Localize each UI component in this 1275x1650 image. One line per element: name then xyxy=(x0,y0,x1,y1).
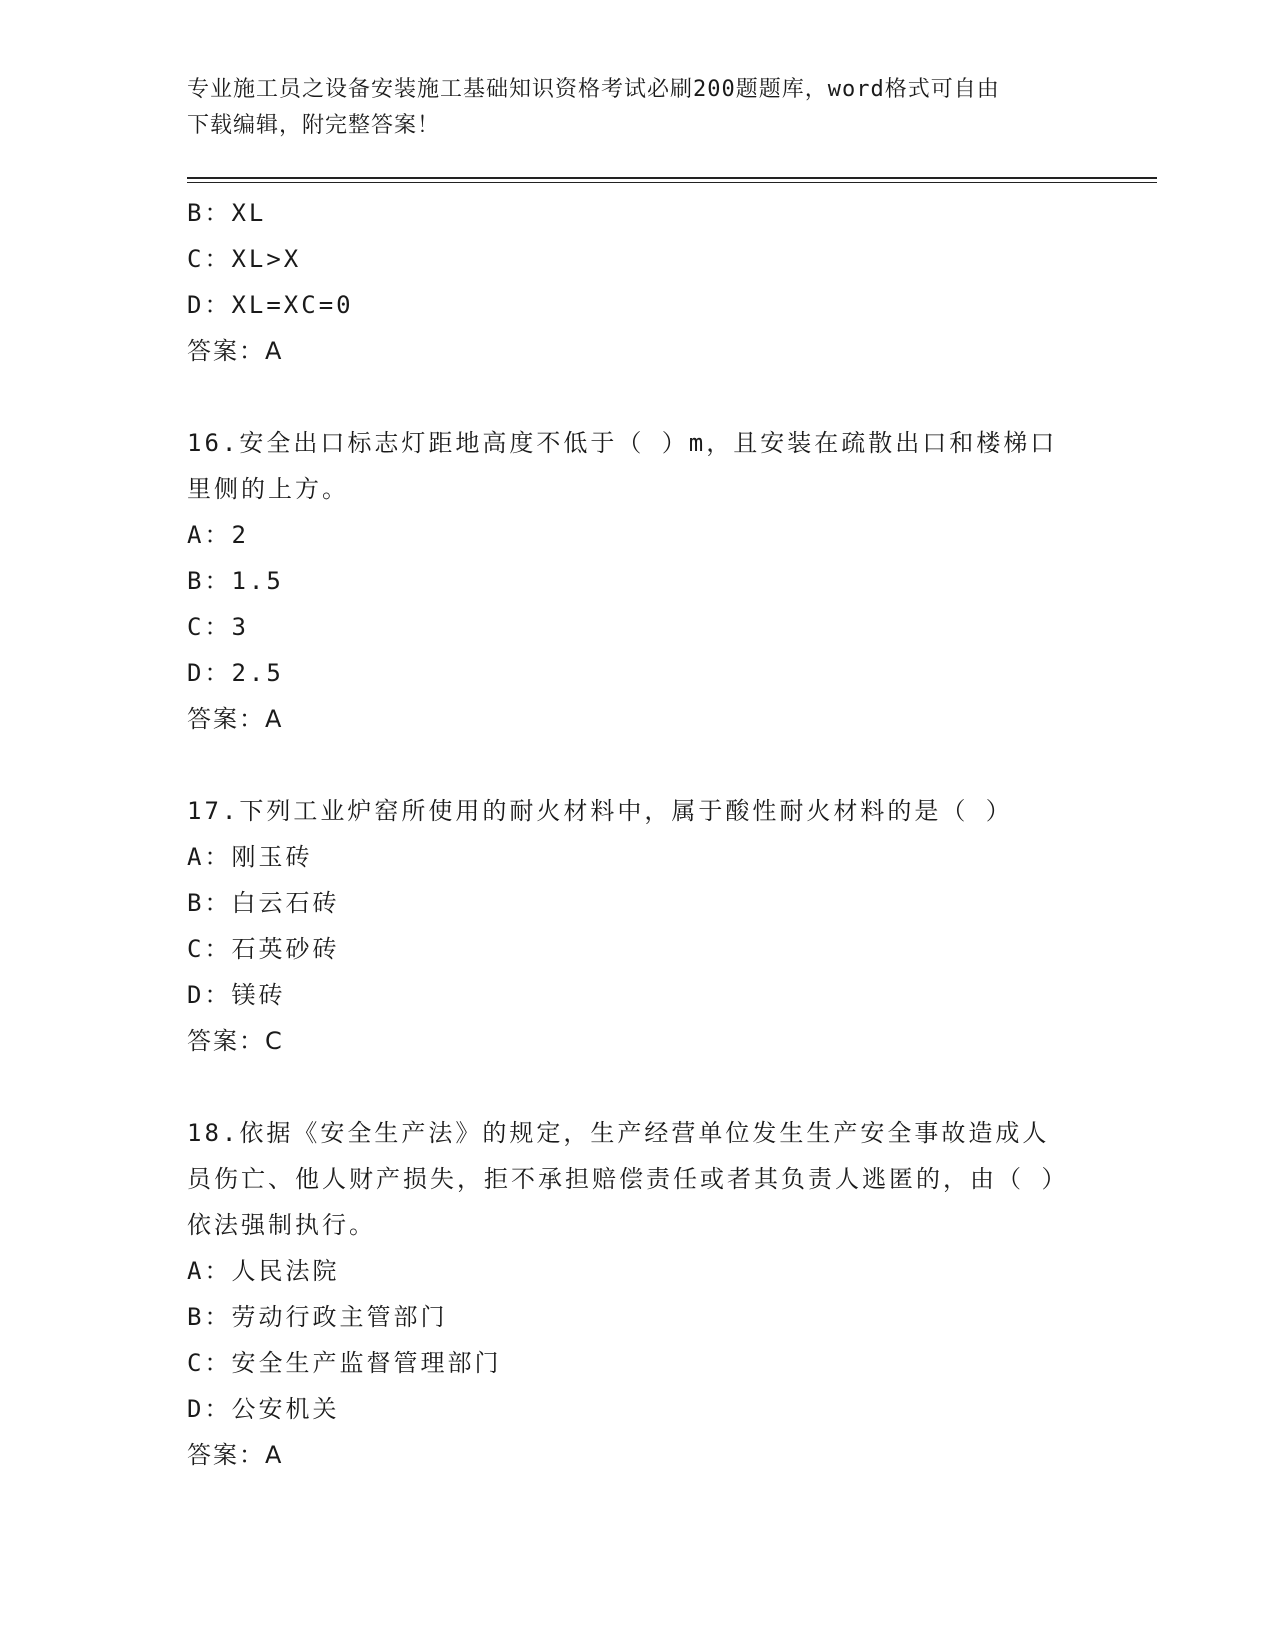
option-text: XL>X xyxy=(231,245,302,273)
option-c xyxy=(187,604,1087,650)
option-text: XL xyxy=(231,199,267,227)
answer-value: A xyxy=(265,337,284,365)
option-d xyxy=(187,650,1087,696)
answer-line xyxy=(187,1018,1087,1064)
question-stem: 16.安全出口标志灯距地高度不低于（ ）m，且安装在疏散出口和楼梯口里侧的上方。 xyxy=(187,429,1058,503)
option-b xyxy=(187,558,1087,604)
spacer xyxy=(187,1064,1087,1110)
option-a xyxy=(187,834,1087,880)
option-c xyxy=(187,926,1087,972)
option-a xyxy=(187,1248,1087,1294)
option-separator: ： xyxy=(204,1395,232,1423)
option-separator: ： xyxy=(204,935,232,963)
answer-value: C xyxy=(265,1027,284,1055)
option-letter: D xyxy=(187,659,205,687)
option-letter: D xyxy=(187,291,205,319)
option-b xyxy=(187,1294,1087,1340)
option-text: 1.5 xyxy=(231,567,284,595)
option-separator: ： xyxy=(204,613,232,641)
option-text: 白云石砖 xyxy=(231,889,340,917)
question-18 xyxy=(187,1110,1087,1478)
option-separator: ： xyxy=(204,291,232,319)
question-stem: 17.下列工业炉窑所使用的耐火材料中，属于酸性耐火材料的是（ ） xyxy=(187,797,1013,825)
option-text: 刚玉砖 xyxy=(231,843,313,871)
option-b xyxy=(187,880,1087,926)
option-c xyxy=(187,1340,1087,1386)
option-separator: ： xyxy=(204,245,232,273)
question-list xyxy=(187,190,1087,1478)
option-text: 石英砂砖 xyxy=(231,935,340,963)
header-divider-thin xyxy=(187,182,1157,183)
option-text: 劳动行政主管部门 xyxy=(231,1303,448,1331)
option-letter: D xyxy=(187,1395,205,1423)
option-a xyxy=(187,512,1087,558)
option-text: 3 xyxy=(231,613,249,641)
option-letter: A xyxy=(187,1257,205,1285)
option-letter: B xyxy=(187,1303,205,1331)
option-letter: C xyxy=(187,935,205,963)
option-text: 公安机关 xyxy=(231,1395,340,1423)
header-divider xyxy=(187,177,1157,179)
option-b xyxy=(187,190,1087,236)
option-letter: B xyxy=(187,567,205,595)
page-header xyxy=(187,72,1087,144)
option-separator: ： xyxy=(204,889,232,917)
option-separator: ： xyxy=(204,1257,232,1285)
option-text: 2 xyxy=(231,521,249,549)
option-d xyxy=(187,282,1087,328)
answer-label: 答案： xyxy=(187,337,265,365)
answer-label: 答案： xyxy=(187,1027,265,1055)
option-d xyxy=(187,1386,1087,1432)
option-separator: ： xyxy=(204,521,232,549)
header-text-line-2: 下载编辑，附完整答案！ xyxy=(187,113,441,138)
answer-label: 答案： xyxy=(187,1441,265,1469)
option-separator: ： xyxy=(204,843,232,871)
answer-line xyxy=(187,1432,1087,1478)
question-stem: 18.依据《安全生产法》的规定，生产经营单位发生生产安全事故造成人员伤亡、他人财产损失，拒不承担赔偿责任或者其负责人逃匿的，由（ ）依法强制执行。 xyxy=(187,1119,1057,1239)
option-letter: B xyxy=(187,889,205,917)
option-text: 安全生产监督管理部门 xyxy=(231,1349,502,1377)
option-separator: ： xyxy=(204,981,232,1009)
option-d xyxy=(187,972,1087,1018)
option-text: 人民法院 xyxy=(231,1257,340,1285)
question-17 xyxy=(187,788,1087,1064)
option-text: 镁砖 xyxy=(231,981,286,1009)
option-separator: ： xyxy=(204,1303,232,1331)
option-letter: C xyxy=(187,1349,205,1377)
option-separator: ： xyxy=(204,199,232,227)
spacer xyxy=(187,374,1087,420)
option-c xyxy=(187,236,1087,282)
option-separator: ： xyxy=(204,567,232,595)
option-letter: A xyxy=(187,843,205,871)
answer-value: A xyxy=(265,705,284,733)
option-letter: C xyxy=(187,613,205,641)
question-15-continued xyxy=(187,190,1087,374)
option-separator: ： xyxy=(204,1349,232,1377)
answer-value: A xyxy=(265,1441,284,1469)
option-text: 2.5 xyxy=(231,659,284,687)
answer-line xyxy=(187,328,1087,374)
option-text: XL=XC=0 xyxy=(231,291,354,319)
option-letter: C xyxy=(187,245,205,273)
option-letter: D xyxy=(187,981,205,1009)
header-text-line-1: 专业施工员之设备安装施工基础知识资格考试必刷200题题库，word格式可自由 xyxy=(187,77,1000,102)
spacer xyxy=(187,742,1087,788)
question-16 xyxy=(187,420,1087,742)
option-letter: A xyxy=(187,521,205,549)
option-separator: ： xyxy=(204,659,232,687)
answer-line xyxy=(187,696,1087,742)
option-letter: B xyxy=(187,199,205,227)
answer-label: 答案： xyxy=(187,705,265,733)
